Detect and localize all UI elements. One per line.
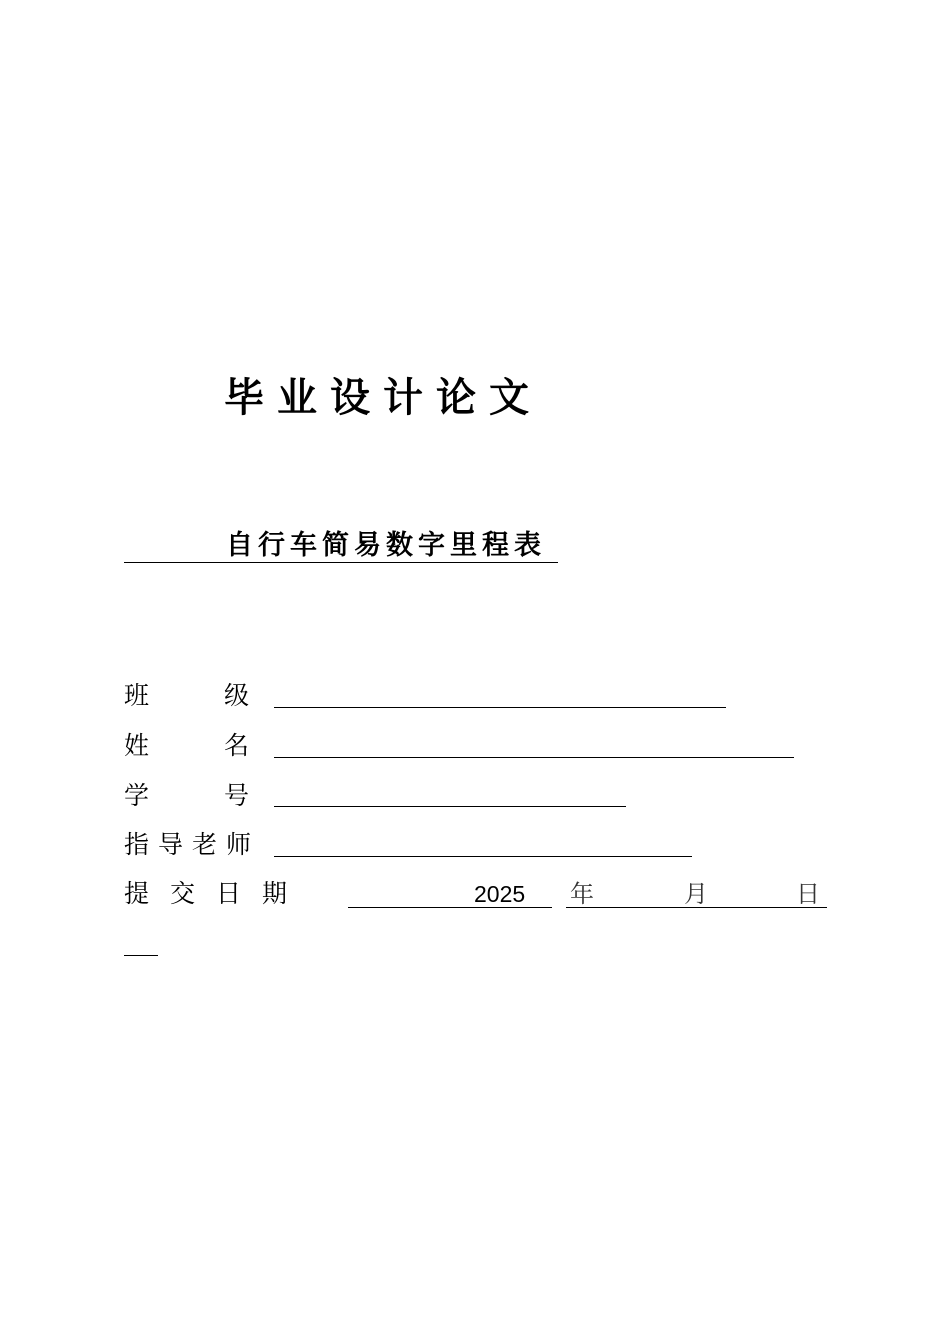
trailing-underline bbox=[124, 955, 158, 956]
year-unit: 年 bbox=[570, 880, 594, 908]
document-title: 毕业设计论文 bbox=[224, 375, 542, 421]
student-id-label-char-1: 学 bbox=[124, 781, 150, 810]
name-label-char-2: 名 bbox=[224, 731, 250, 760]
student-id-label-char-2: 号 bbox=[224, 781, 250, 810]
submit-year-value: 2025 bbox=[474, 881, 526, 907]
class-label-char-2: 级 bbox=[224, 681, 250, 710]
class-label-char-1: 班 bbox=[124, 681, 150, 710]
name-field[interactable] bbox=[274, 757, 794, 758]
name-label-char-1: 姓 bbox=[124, 731, 150, 760]
thesis-title: 自行车简易数字里程表 bbox=[226, 530, 546, 561]
month-unit: 月 bbox=[684, 880, 708, 908]
advisor-field[interactable] bbox=[274, 856, 692, 857]
day-unit: 日 bbox=[796, 880, 820, 908]
class-field[interactable] bbox=[274, 707, 726, 708]
submit-date-label: 提交日期 bbox=[124, 879, 309, 908]
advisor-label: 指导老师 bbox=[124, 830, 261, 859]
student-id-field[interactable] bbox=[274, 806, 626, 807]
